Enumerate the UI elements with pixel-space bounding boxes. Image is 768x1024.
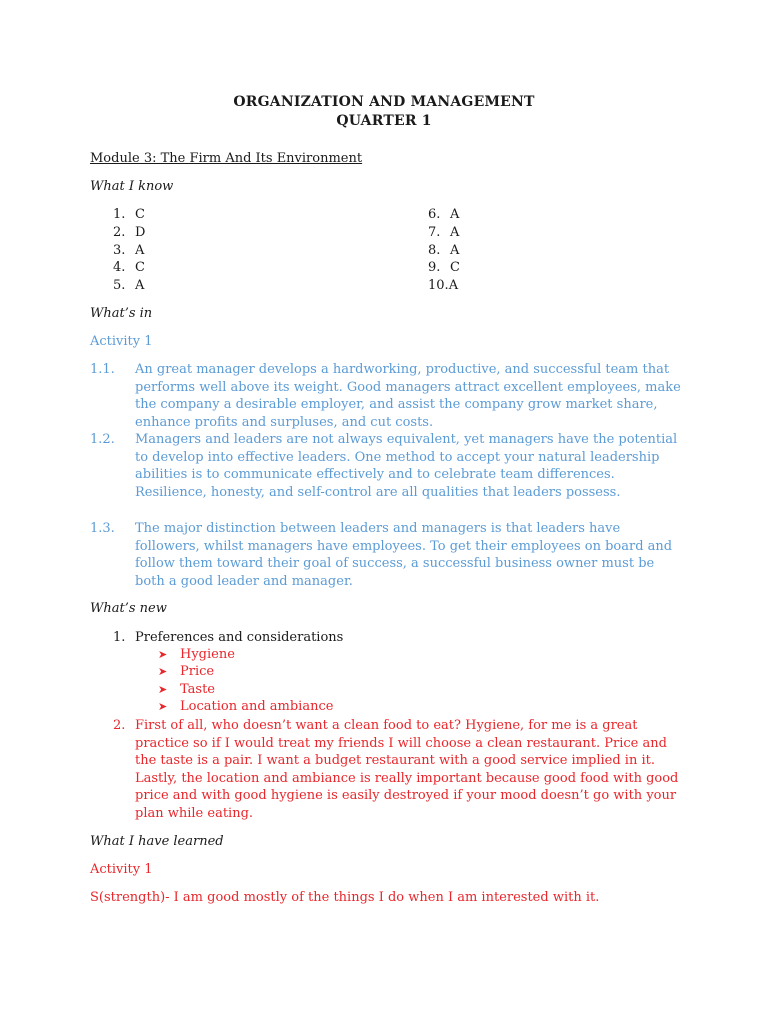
bullet-item: ➤ Hygiene: [158, 647, 235, 662]
document-title: ORGANIZATION AND MANAGEMENT: [233, 94, 535, 110]
answer-item: 7. A: [428, 224, 460, 240]
bullet-item: ➤ Location and ambiance: [158, 699, 334, 714]
answer-item: 2. D: [113, 224, 146, 240]
answer-item: 3. A: [113, 242, 145, 258]
paragraph-item: 1.2. Managers and leaders are not always equivalent, yet managers have the potential to develop into effective leaders. One method to accept your natural leadership abilities is to communicate effectively and to celebrate team differences. Resilience, honesty, and self-control are all qualities that leaders possess.: [90, 432, 678, 500]
answers-left-column: [113, 206, 145, 295]
document-subtitle: QUARTER 1: [336, 113, 432, 129]
bullet-item: ➤ Price: [158, 664, 215, 679]
answer-item: 9. C: [428, 260, 460, 276]
whats-in-heading: What’s in: [90, 306, 153, 321]
answer-item: 1. C: [113, 207, 145, 222]
what-i-have-learned-heading: What I have learned: [90, 834, 224, 849]
answer-item: 6. A: [428, 207, 460, 222]
arrow-bullet-icon: ➤: [158, 648, 168, 661]
paragraph-item: 1.1. An great manager develops a hardworking, productive, and successful team that performs well above its weight. Good managers attract excellent employees, make the company a desirable employer, and assist the company grow market share, enhance profits and surpluses, and cut costs.: [90, 362, 681, 430]
strength-text: S(strength)- I am good mostly of the things I do when I am interested with it.: [90, 890, 600, 905]
arrow-bullet-icon: ➤: [158, 700, 168, 713]
answer-item: 4. C: [113, 260, 145, 276]
answer-item: 10.A: [428, 278, 459, 294]
what-i-know-heading: What I know: [90, 179, 174, 194]
answer-item: 8. A: [428, 242, 460, 258]
answer-item: 5. A: [113, 278, 145, 294]
arrow-bullet-icon: ➤: [158, 683, 168, 696]
bullet-item: ➤ Taste: [158, 682, 216, 697]
arrow-bullet-icon: ➤: [158, 665, 168, 678]
paragraph-item: 1.3. The major distinction between leaders and managers is that leaders have followers, whilst managers have employees. To get their employees on board and follow them toward their goal of success, a successful business owner must be both a good leader and manager.: [90, 521, 673, 589]
whats-new-heading: What’s new: [90, 601, 167, 616]
list-item: 1. Preferences and considerations: [113, 630, 344, 645]
answers-right-column: [428, 206, 460, 295]
whats-in-activity-label: Activity 1: [90, 334, 153, 349]
list-item: 2. First of all, who doesn’t want a clean food to eat? Hygiene, for me is a great practice so if I would treat my friends I will choose a clean restaurant. Price and the taste is a pair. I want a budget restaurant with a good service implied in it. Lastly, the location and ambiance is really important because good food with good price and with good hygiene is easily destroyed if your mood doesn’t go with your plan while eating.: [113, 718, 679, 821]
module-heading: Module 3: The Firm And Its Environment: [90, 151, 363, 166]
learned-activity-label: Activity 1: [90, 862, 153, 877]
